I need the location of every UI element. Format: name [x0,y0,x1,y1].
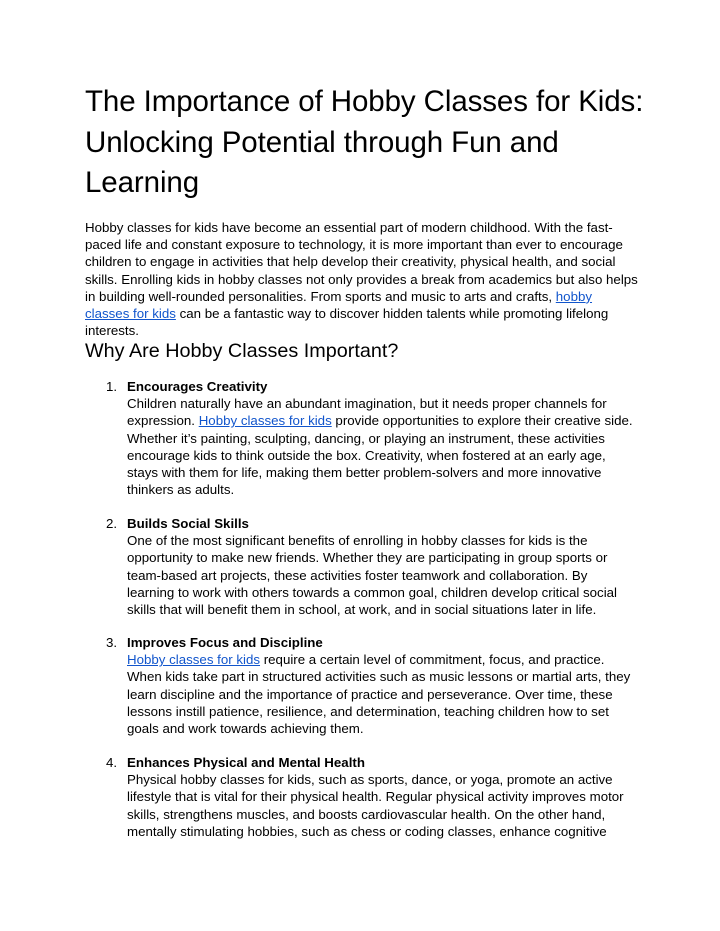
list-item-health [85,754,637,840]
hobby-classes-link[interactable]: hobby classes for kids [85,288,593,322]
list-item-body [127,378,637,498]
list-item-title: Enhances Physical and Mental Health [127,755,365,770]
list-item-body [127,634,637,737]
list-item-text: Physical hobby classes for kids, such as sports, dance, or yoga, promote an active lifestyle that is vital for their physical health. Regular physical activity improves motor skills, strengthens muscles, and boosts cardiovascular health. On the other hand, mentally stimulating hobbies, such as chess or coding classes, enhance cognitive [127,772,624,839]
list-item-focus-discipline [85,634,637,737]
list-number: 1. [106,379,118,394]
list-item-text-after: require a certain level of commitment, focus, and practice. When kids take part in structured activities such as music lessons or martial arts, they learn discipline and the importance of practice and perseverance. Over time, these lessons instill patience, resilience, and determination, teaching children how to set goals and work towards achieving them. [127,652,631,737]
list-item-title: Builds Social Skills [127,516,249,531]
list-item-body [127,515,637,618]
list-item-body [127,754,637,840]
page-title: The Importance of Hobby Classes for Kids: Unlocking Potential through Fun and Learning [85,85,644,199]
list-number: 3. [106,635,118,650]
list-item-creativity [85,378,637,498]
section-heading: Why Are Hobby Classes Important? [85,340,399,362]
list-item-text-after: provide opportunities to explore their creative side. Whether it’s painting, sculpting, dancing, or playing an instrument, these activities encourage kids to think outside the box. Creativity, when fostered at an early age, stays with them for life, making them better problem-solvers and more innovative thinkers as adults. [127,413,633,498]
hobby-classes-link[interactable]: Hobby classes for kids [127,652,261,668]
list-item-text-before: Children naturally have an abundant imagination, but it needs proper channels for expression. [127,396,607,429]
intro-text-before: Hobby classes for kids have become an essential part of modern childhood. With the fast-paced life and constant exposure to technology, it is more important than ever to encourage children to engage in activities that help develop their creativity, physical health, and social skills. Enrolling kids in hobby classes not only provides a break from academics but also helps in building well-rounded personalities. From sports and music to arts and crafts, [85,220,638,304]
intro-text-after: can be a fantastic way to discover hidden talents while promoting lifelong interests. [85,306,609,339]
list-item-title: Improves Focus and Discipline [127,635,323,650]
list-number: 2. [106,516,118,531]
list-item-title: Encourages Creativity [127,379,268,394]
intro-paragraph [85,219,638,339]
hobby-classes-link[interactable]: Hobby classes for kids [198,413,332,429]
list-number: 4. [106,755,118,770]
list-item-social-skills [85,515,637,618]
list-item-text: One of the most significant benefits of enrolling in hobby classes for kids is the opportunity to make new friends. Whether they are participating in group sports or team-based art projects, these activities foster teamwork and collaboration. By learning to work with others towards a common goal, children develop critical social skills that will benefit them in school, at work, and in social situations later in life. [127,533,617,618]
